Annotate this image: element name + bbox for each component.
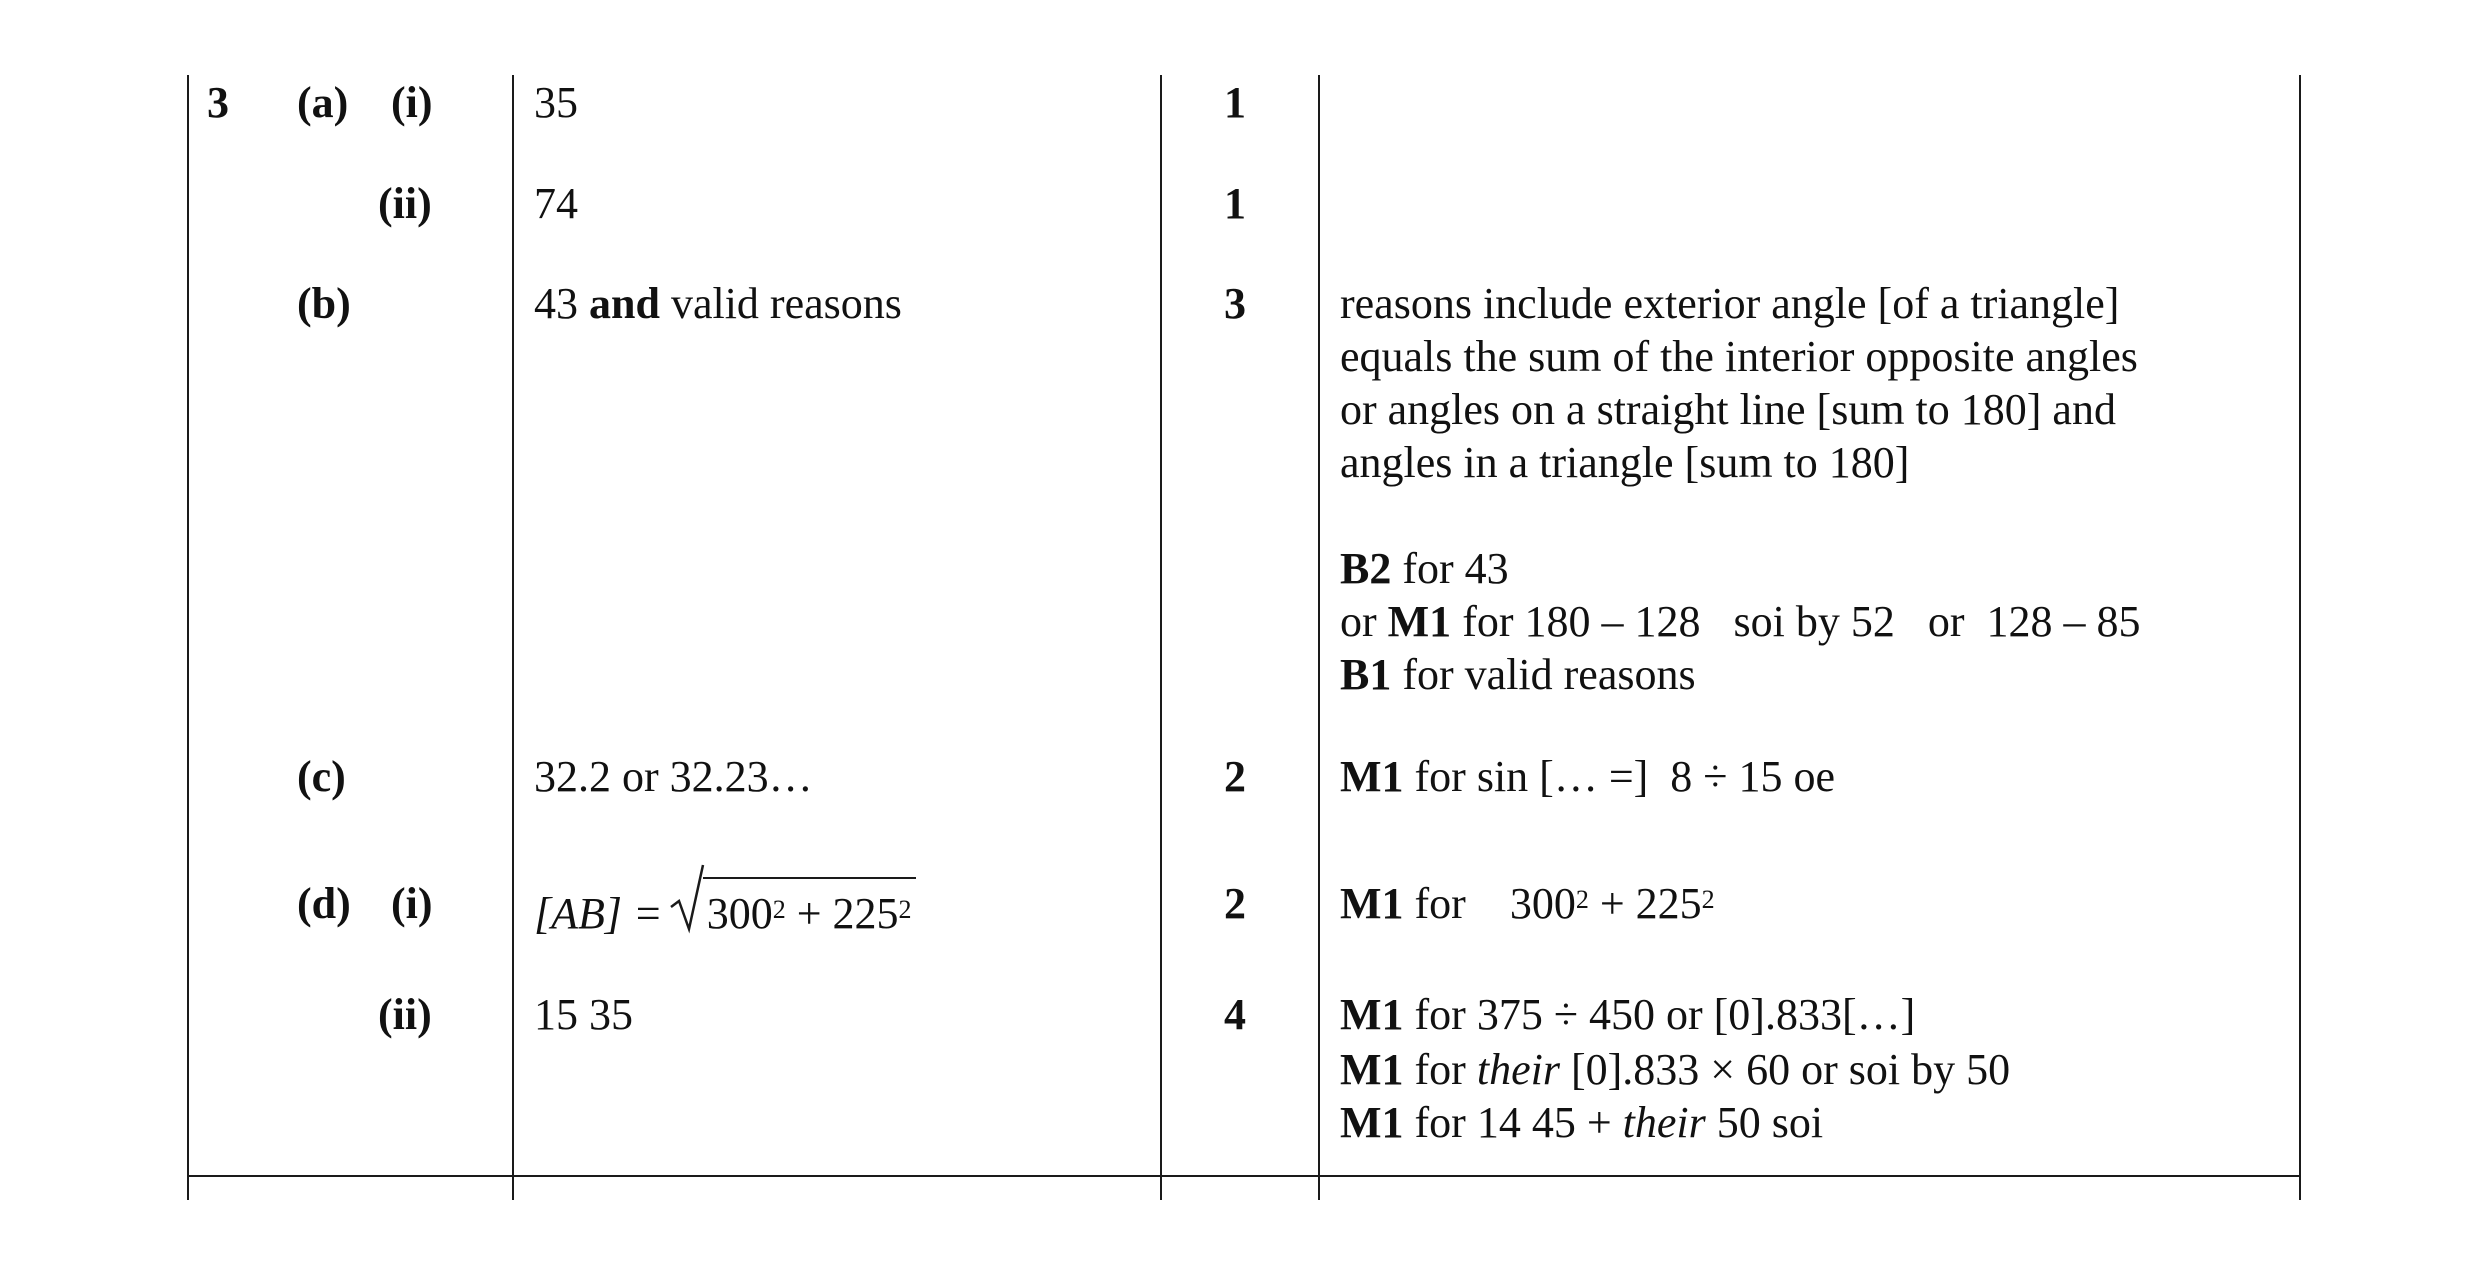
guidance-line bbox=[1340, 877, 1715, 930]
exponent: 2 bbox=[898, 895, 912, 924]
answer-cell: 15 35 bbox=[534, 990, 633, 1039]
mark-text: for bbox=[1414, 1045, 1466, 1094]
mark-code: M1 bbox=[1340, 879, 1404, 928]
guidance-term: + 225 bbox=[1599, 879, 1702, 928]
guidance-line bbox=[1340, 1043, 2010, 1096]
subpart-label: (ii) bbox=[378, 179, 432, 228]
mark-code: M1 bbox=[1340, 1098, 1404, 1147]
exponent: 2 bbox=[1575, 885, 1589, 914]
square-root-expression bbox=[669, 877, 916, 940]
column-rule-answer bbox=[1160, 75, 1162, 1200]
guidance-term: 300 bbox=[1509, 879, 1576, 928]
mark-text-emphasis: their bbox=[1476, 1045, 1560, 1094]
guidance-line bbox=[1340, 595, 2141, 648]
question-number: 3 bbox=[207, 78, 229, 127]
guidance-line: angles in a triangle [sum to 180] bbox=[1340, 438, 1910, 487]
mark-text: for 375 ÷ 450 or [0].833[…] bbox=[1414, 990, 1916, 1039]
mark-text-emphasis: their bbox=[1622, 1098, 1706, 1147]
exponent: 2 bbox=[1701, 885, 1715, 914]
guidance-line bbox=[1340, 988, 1915, 1041]
mark-text: [0].833 × 60 or soi by 50 bbox=[1570, 1045, 2011, 1094]
mark-code: B1 bbox=[1340, 650, 1392, 699]
guidance-line: or angles on a straight line [sum to 180] and bbox=[1340, 385, 2116, 434]
answer-value: 43 bbox=[534, 279, 578, 328]
mark-code: M1 bbox=[1387, 597, 1452, 646]
mark-text: for bbox=[1414, 879, 1466, 928]
guidance-line: reasons include exterior angle [of a triangle] bbox=[1340, 279, 2120, 328]
guidance-line: equals the sum of the interior opposite angles bbox=[1340, 332, 2138, 381]
mark-code: M1 bbox=[1340, 1045, 1404, 1094]
mark-text: for valid reasons bbox=[1402, 650, 1696, 699]
guidance-line bbox=[1340, 542, 1509, 595]
mark-code: M1 bbox=[1340, 752, 1404, 801]
part-label: (c) bbox=[297, 752, 346, 801]
answer-cell: 35 bbox=[534, 78, 578, 127]
marks-cell: 3 bbox=[1224, 279, 1246, 328]
guidance-line bbox=[1340, 750, 1835, 803]
marks-cell: 2 bbox=[1224, 879, 1246, 928]
answer-cell bbox=[534, 277, 902, 330]
mark-prefix: or bbox=[1340, 597, 1377, 646]
subpart-label: (i) bbox=[391, 879, 433, 928]
part-label: (b) bbox=[297, 279, 351, 328]
radicand-term: + 225 bbox=[796, 889, 899, 938]
mark-text: for 43 bbox=[1402, 544, 1509, 593]
marks-cell: 2 bbox=[1224, 752, 1246, 801]
mark-text: for 180 – 128 soi by 52 or 128 – 85 bbox=[1462, 597, 2141, 646]
mark-code: M1 bbox=[1340, 990, 1404, 1039]
mark-text: 50 soi bbox=[1716, 1098, 1824, 1147]
mark-code: B2 bbox=[1340, 544, 1392, 593]
guidance-line bbox=[1340, 1096, 1823, 1149]
mark-text: for sin [… =] 8 ÷ 15 oe bbox=[1414, 752, 1835, 801]
answer-connector: and bbox=[589, 279, 660, 328]
subpart-label: (i) bbox=[391, 78, 433, 127]
guidance-line bbox=[1340, 648, 1696, 701]
answer-suffix: valid reasons bbox=[670, 279, 902, 328]
row-bottom-rule bbox=[187, 1175, 2299, 1177]
marks-cell: 1 bbox=[1224, 179, 1246, 228]
column-rule-right bbox=[2299, 75, 2301, 1200]
answer-cell bbox=[534, 877, 916, 940]
marks-cell: 1 bbox=[1224, 78, 1246, 127]
column-rule-marks bbox=[1318, 75, 1320, 1200]
answer-cell: 74 bbox=[534, 179, 578, 228]
part-label: (a) bbox=[297, 78, 349, 127]
formula-lhs: [AB] = bbox=[534, 889, 663, 938]
column-rule-part bbox=[512, 75, 514, 1200]
radicand-term: 300 bbox=[706, 889, 773, 938]
answer-cell: 32.2 or 32.23… bbox=[534, 752, 813, 801]
radical-sign-icon bbox=[669, 863, 705, 935]
mark-text: for 14 45 + bbox=[1414, 1098, 1612, 1147]
subpart-label: (ii) bbox=[378, 990, 432, 1039]
column-rule-left bbox=[187, 75, 189, 1200]
exponent: 2 bbox=[772, 895, 786, 924]
marks-cell: 4 bbox=[1224, 990, 1246, 1039]
part-label: (d) bbox=[297, 879, 351, 928]
